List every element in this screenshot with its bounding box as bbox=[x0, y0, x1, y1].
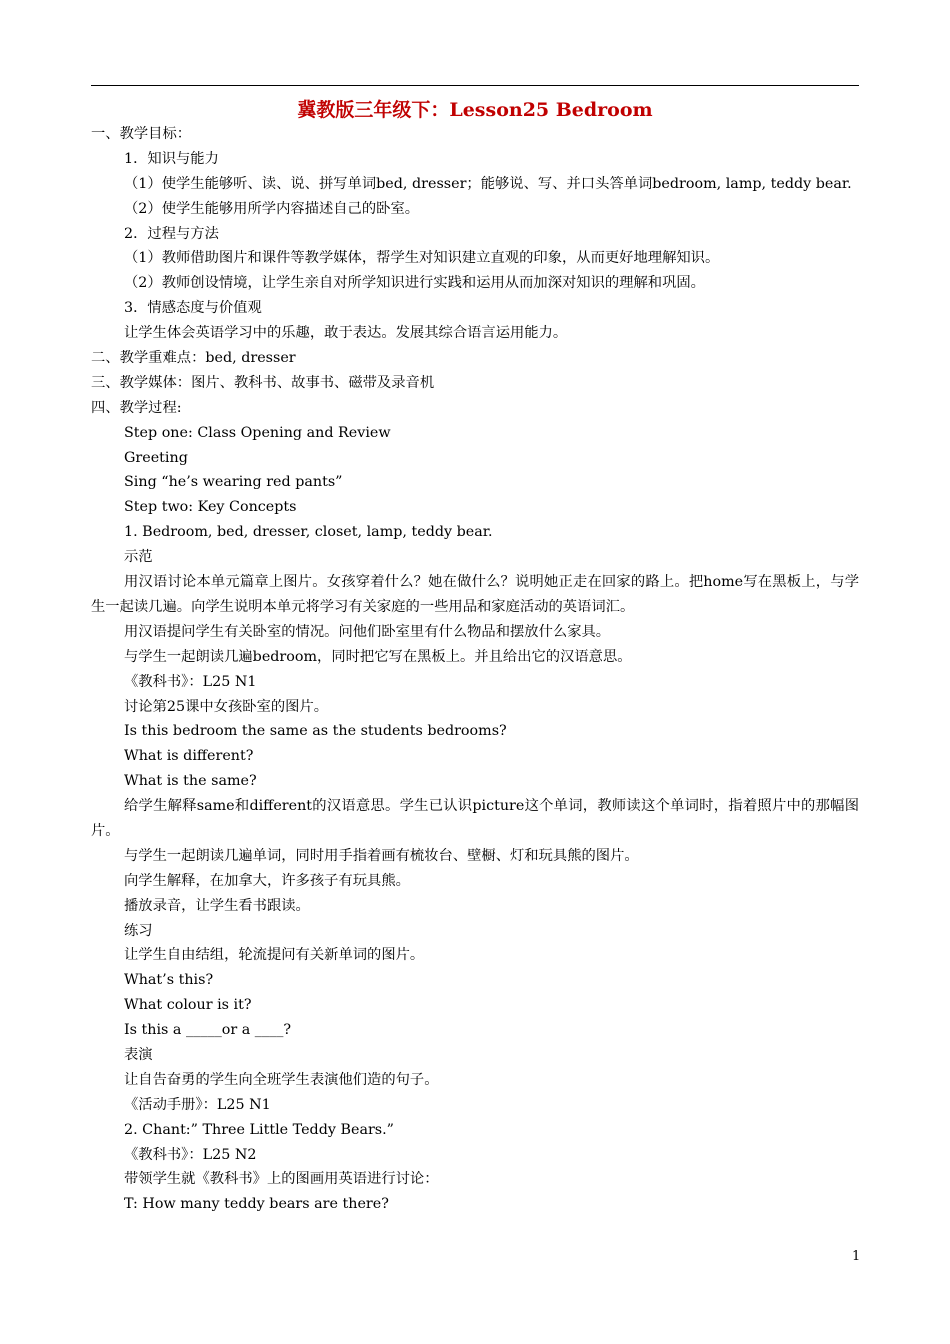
text-line: Greeting bbox=[124, 449, 188, 466]
paragraph: 播放录音，让学生看书跟读。 bbox=[124, 897, 310, 914]
section-heading: 一、教学目标： bbox=[91, 126, 192, 142]
text-line: 《教科书》：L25 N2 bbox=[124, 1146, 257, 1163]
paragraph: 让学生自由结组，轮流提问有关新单词的图片。 bbox=[124, 947, 425, 964]
header-rule bbox=[91, 85, 859, 86]
text-line: Is this a _____or a ____? bbox=[124, 1022, 292, 1039]
text-line: What is different? bbox=[124, 748, 254, 765]
paragraph: 让自告奋勇的学生向全班学生表演他们造的句子。 bbox=[124, 1071, 439, 1088]
paragraph: （2）使学生能够用所学内容描述自己的卧室。 bbox=[124, 200, 420, 217]
paragraph: 带领学生就《教科书》上的图画用英语进行讨论： bbox=[124, 1171, 439, 1188]
section-heading: 二、教学重难点：bed, dresser bbox=[91, 350, 296, 367]
text-line: What colour is it? bbox=[124, 997, 252, 1014]
step-heading: Step two: Key Concepts bbox=[124, 499, 297, 516]
text-line: 1. Bedroom, bed, dresser, closet, lamp, teddy bear. bbox=[124, 524, 493, 541]
paragraph: 与学生一起朗读几遍bedroom，同时把它写在黑板上。并且给出它的汉语意思。 bbox=[124, 648, 632, 665]
paragraph: 用汉语讨论本单元篇章上图片。女孩穿着什么？她在做什么？说明她正走在回家的路上。把home写在黑板上，与学生一起读几遍。向学生说明本单元将学习有关家庭的一些用品和家庭活动的英语词汇。 bbox=[91, 574, 859, 615]
text-line: Is this bedroom the same as the students bedrooms? bbox=[124, 723, 507, 740]
document-title: 冀教版三年级下：Lesson25 Bedroom bbox=[297, 99, 653, 121]
text-line: What’s this? bbox=[124, 972, 214, 989]
document-body bbox=[91, 122, 859, 1217]
text-line: Sing “he’s wearing red pants” bbox=[124, 474, 343, 491]
text-line: 示范 bbox=[124, 549, 153, 566]
text-line: T: How many teddy bears are there? bbox=[124, 1196, 389, 1213]
step-heading: Step one: Class Opening and Review bbox=[124, 424, 391, 441]
subsection-heading: 3．情感态度与价值观 bbox=[124, 300, 262, 317]
page-number: 1 bbox=[852, 1249, 861, 1264]
paragraph: （1）教师借助图片和课件等教学媒体，帮学生对知识建立直观的印象，从而更好地理解知识。 bbox=[124, 250, 720, 267]
text-line: 《教科书》：L25 N1 bbox=[124, 673, 257, 690]
text-line: 讨论第25课中女孩卧室的图片。 bbox=[124, 698, 329, 715]
subsection-heading: 1．知识与能力 bbox=[124, 150, 219, 167]
paragraph: 让学生体会英语学习中的乐趣，敢于表达。发展其综合语言运用能力。 bbox=[124, 325, 568, 342]
text-line: 练习 bbox=[124, 922, 153, 939]
section-heading: 三、教学媒体：图片、教科书、故事书、磁带及录音机 bbox=[91, 374, 435, 391]
subsection-heading: 2．过程与方法 bbox=[124, 225, 219, 242]
paragraph: 用汉语提问学生有关卧室的情况。问他们卧室里有什么物品和摆放什么家具。 bbox=[124, 623, 611, 640]
section-heading: 四、教学过程: bbox=[91, 399, 182, 416]
paragraph: 向学生解释，在加拿大，许多孩子有玩具熊。 bbox=[124, 872, 410, 889]
paragraph: （1）使学生能够听、读、说、拼写单词bed, dresser；能够说、写、并口头答单词bedroom, lamp, teddy bear. bbox=[124, 175, 852, 192]
text-line: 《活动手册》：L25 N1 bbox=[124, 1096, 271, 1113]
paragraph: （2）教师创设情境，让学生亲自对所学知识进行实践和运用从而加深对知识的理解和巩固。 bbox=[124, 275, 705, 292]
text-line: What is the same? bbox=[124, 773, 257, 790]
text-line: 表演 bbox=[124, 1047, 153, 1064]
paragraph: 与学生一起朗读几遍单词，同时用手指着画有梳妆台、壁橱、灯和玩具熊的图片。 bbox=[124, 847, 639, 864]
paragraph: 给学生解释same和different的汉语意思。学生已认识picture这个单词，教师读这个单词时，指着照片中的那幅图片。 bbox=[91, 798, 859, 839]
text-line: 2. Chant:” Three Little Teddy Bears.” bbox=[124, 1121, 394, 1138]
